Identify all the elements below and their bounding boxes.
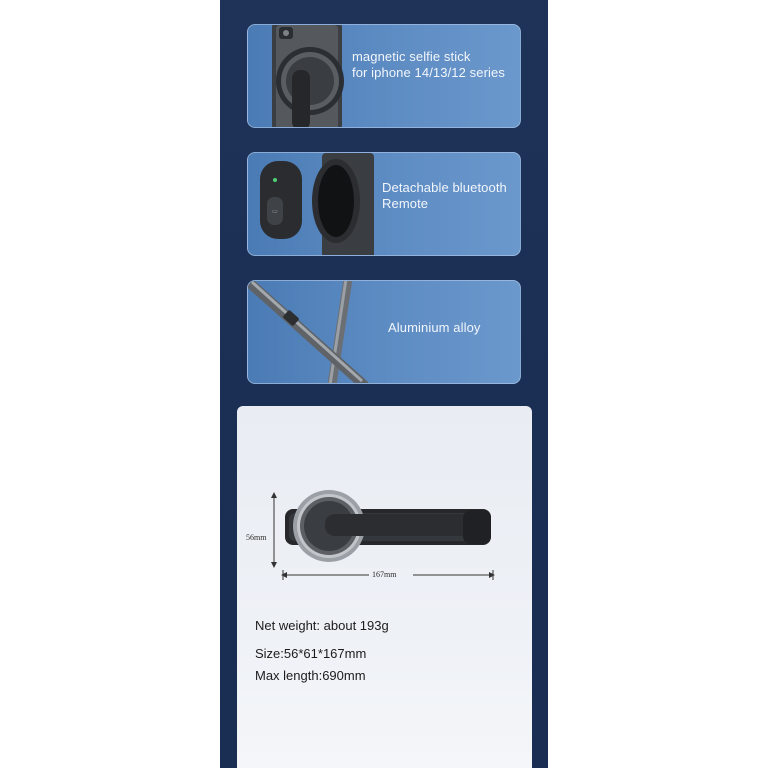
feature-line: Detachable bluetooth [382, 180, 507, 195]
feature-card-magnetic [247, 24, 521, 128]
length-dimension-label: 167mm [372, 570, 397, 579]
feature-text-remote [382, 180, 507, 212]
net-weight-text: Net weight: about 193g [255, 618, 389, 633]
feature-line: Aluminium alloy [388, 320, 481, 335]
feature-text-magnetic [352, 49, 505, 81]
feature-card-alloy [247, 280, 521, 384]
feature-line: for iphone 14/13/12 series [352, 65, 505, 80]
feature-text-alloy [388, 320, 481, 336]
max-length-text: Max length:690mm [255, 668, 366, 683]
svg-text:▭: ▭ [272, 208, 278, 215]
spec-section [237, 406, 532, 768]
feature-line: Remote [382, 196, 429, 211]
size-text: Size:56*61*167mm [255, 646, 367, 661]
height-dimension-label: 56mm [246, 533, 267, 542]
feature-line: magnetic selfie stick [352, 49, 471, 64]
feature-card-remote [247, 152, 521, 256]
